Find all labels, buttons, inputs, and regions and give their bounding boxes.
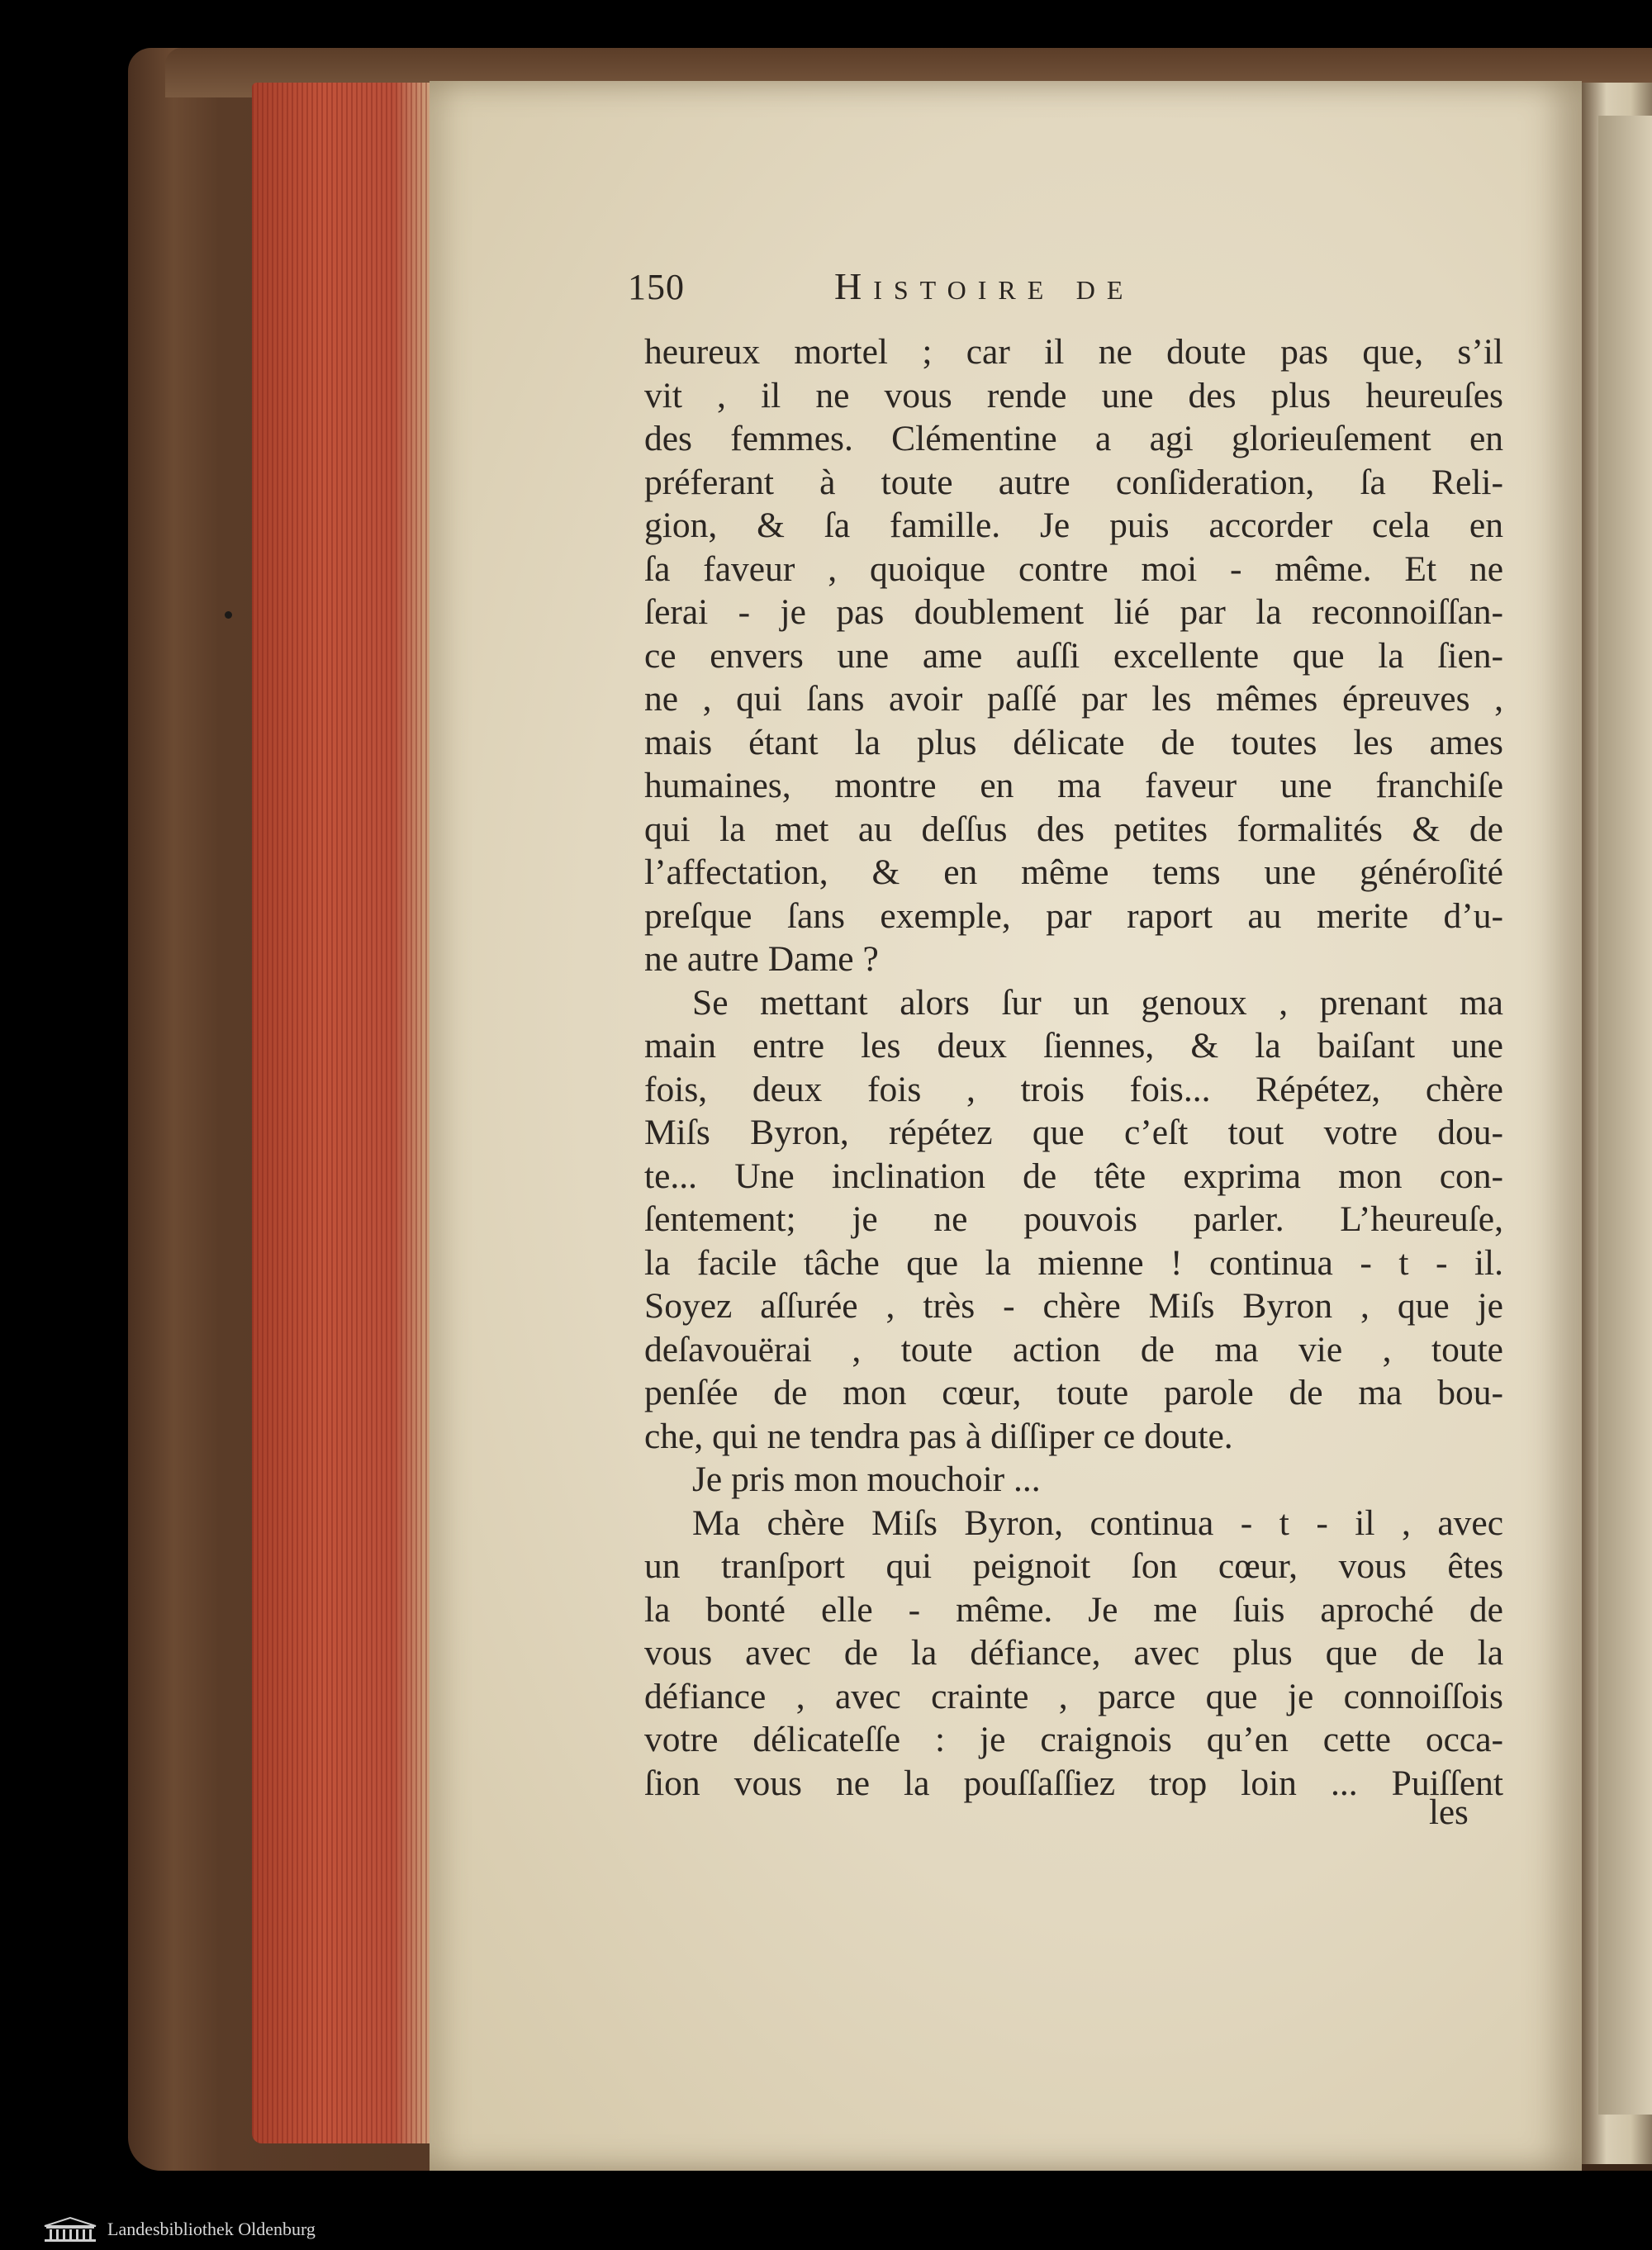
right-page-edge <box>1598 116 1652 2115</box>
text-line: main entre les deux ſiennes, & la baiſant une <box>644 1026 1503 1066</box>
text-line: te... Une inclination de tête exprima mon con- <box>644 1156 1503 1196</box>
library-building-icon <box>43 2216 97 2243</box>
page-number: 150 <box>628 267 685 307</box>
text-line: votre délicateſſe : je craignois qu’en cette occa- <box>644 1720 1503 1759</box>
text-line: deſavouërai , toute action de ma vie , toute <box>644 1329 1503 1369</box>
text-line: la facile tâche que la mienne ! continua - t - il. <box>644 1242 1503 1283</box>
page-edges <box>252 83 430 2143</box>
text-line: des femmes. Clémentine a agi glorieuſement en <box>644 419 1503 458</box>
text-line: fois, deux fois , trois fois... Répétez, chère <box>644 1069 1503 1109</box>
text-line: l’affectation, & en même tems une généroſité <box>644 852 1503 892</box>
body-text <box>644 330 1503 1805</box>
text-line: Je pris mon mouchoir ... <box>692 1460 1041 1499</box>
text-line: mais étant la plus délicate de toutes les ames <box>644 722 1503 762</box>
text-line: ſerai - je pas doublement lié par la reconnoiſſan- <box>644 592 1503 632</box>
catchword: les <box>1429 1793 1469 1832</box>
text-line: humaines, montre en ma faveur une franchiſe <box>644 766 1503 805</box>
text-line: ſion vous ne la pouſſaſſiez trop loin ... Puiſſent <box>644 1763 1503 1803</box>
text-line: qui la met au deſſus des petites formalités & de <box>644 809 1503 849</box>
text-line: vit , il ne vous rende une des plus heureuſes <box>644 375 1503 415</box>
cover-mark <box>225 611 232 619</box>
text-line: ſentement; je ne pouvois parler. L’heureuſe, <box>644 1199 1503 1239</box>
text-line: Se mettant alors ſur un genoux , prenant ma <box>692 982 1503 1023</box>
text-line: heureux mortel ; car il ne doute pas que, s’il <box>644 332 1503 372</box>
text-line: preſque ſans exemple, par raport au merite d’u- <box>644 895 1503 936</box>
text-line: gion, & ſa famille. Je puis accorder cela en <box>644 506 1503 545</box>
text-line: préferant à toute autre conſideration, ſa Reli- <box>644 462 1503 502</box>
page-header: Histoire de <box>834 265 1135 307</box>
text-line: ne autre Dame ? <box>644 939 879 979</box>
text-line: che, qui ne tendra pas à diſſiper ce doute. <box>644 1416 1233 1456</box>
text-line: défiance , avec crainte , parce que je connoiſſois <box>644 1676 1503 1716</box>
text-line: Soyez aſſurée , très - chère Miſs Byron , que je <box>644 1286 1503 1326</box>
text-line: vous avec de la défiance, avec plus que de la <box>644 1633 1503 1673</box>
text-line: penſée de mon cœur, toute parole de ma bou- <box>644 1373 1503 1412</box>
text-line: un tranſport qui peignoit ſon cœur, vous êtes <box>644 1546 1503 1586</box>
text-line: Ma chère Miſs Byron, continua - t - il , avec <box>692 1502 1503 1543</box>
text-line: ne , qui ſans avoir paſſé par les mêmes épreuves , <box>644 679 1503 719</box>
library-name: Landesbibliothek Oldenburg <box>107 2219 316 2239</box>
text-line: ce envers une ame auſſi excellente que la ſien- <box>644 635 1503 676</box>
text-line: ſa faveur , quoique contre moi - même. Et ne <box>644 548 1503 589</box>
text-line: la bonté elle - même. Je me ſuis aproché de <box>644 1589 1503 1630</box>
running-head <box>628 266 1289 316</box>
text-line: Miſs Byron, répétez que c’eſt tout votre dou- <box>644 1113 1503 1152</box>
